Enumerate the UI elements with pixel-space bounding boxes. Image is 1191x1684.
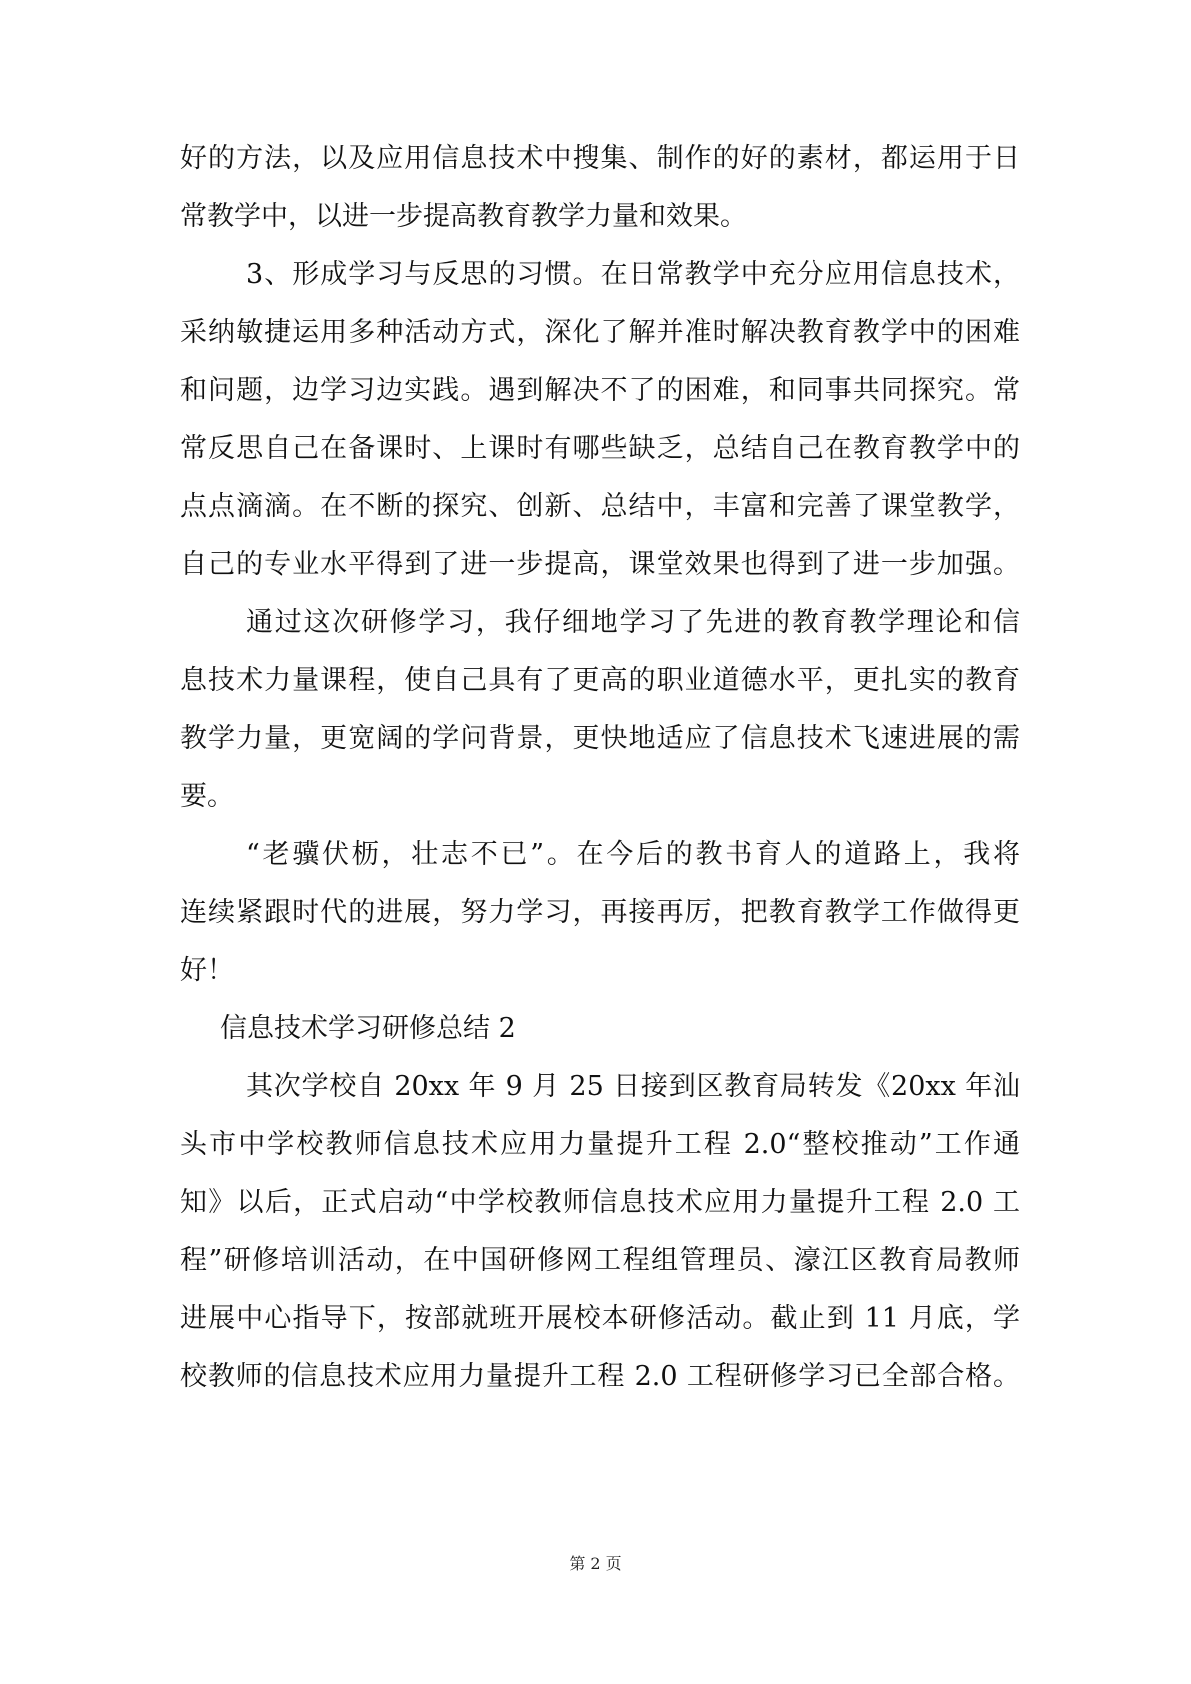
- paragraph-line: 好！: [180, 955, 234, 986]
- paragraph-line: 息技术力量课程，使自己具有了更高的职业道德水平，更扎实的教育: [180, 665, 1020, 696]
- paragraph-line: “老骥伏枥，壮志不已”。在今后的教书育人的道路上，我将: [246, 839, 1020, 870]
- section-heading: 信息技术学习研修总结 2: [220, 1013, 516, 1044]
- paragraph-line: 3、形成学习与反思的习惯。在日常教学中充分应用信息技术，: [246, 259, 1020, 290]
- paragraph-line: 要。: [180, 781, 234, 812]
- paragraph-line: 好的方法，以及应用信息技术中搜集、制作的好的素材，都运用于日: [180, 143, 1020, 174]
- paragraph-line: 知》以后，正式启动“中学校教师信息技术应用力量提升工程 2.0 工: [180, 1187, 1020, 1218]
- paragraph-line: 常反思自己在备课时、上课时有哪些缺乏，总结自己在教育教学中的: [180, 433, 1020, 464]
- paragraph-line: 自己的专业水平得到了进一步提高，课堂效果也得到了进一步加强。: [180, 549, 1020, 580]
- paragraph-line: 和问题，边学习边实践。遇到解决不了的困难，和同事共同探究。常: [180, 375, 1020, 406]
- paragraph-line: 常教学中，以进一步提高教育教学力量和效果。: [180, 201, 747, 232]
- paragraph-line: 其次学校自 20xx 年 9 月 25 日接到区教育局转发《20xx 年汕: [246, 1071, 1020, 1102]
- paragraph-line: 校教师的信息技术应用力量提升工程 2.0 工程研修学习已全部合格。: [180, 1361, 1020, 1392]
- paragraph-line: 采纳敏捷运用多种活动方式，深化了解并准时解决教育教学中的困难: [180, 317, 1020, 348]
- paragraph-line: 程”研修培训活动，在中国研修网工程组管理员、濠江区教育局教师: [180, 1245, 1020, 1276]
- paragraph-line: 头市中学校教师信息技术应用力量提升工程 2.0“整校推动”工作通: [180, 1129, 1020, 1160]
- paragraph-line: 教学力量，更宽阔的学问背景，更快地适应了信息技术飞速进展的需: [180, 723, 1020, 754]
- paragraph-line: 点点滴滴。在不断的探究、创新、总结中，丰富和完善了课堂教学，: [180, 491, 1020, 522]
- paragraph-line: 通过这次研修学习，我仔细地学习了先进的教育教学理论和信: [246, 607, 1020, 638]
- paragraph-line: 连续紧跟时代的进展，努力学习，再接再厉，把教育教学工作做得更: [180, 897, 1020, 928]
- paragraph-line: 进展中心指导下，按部就班开展校本研修活动。截止到 11 月底，学: [180, 1303, 1020, 1334]
- page-number: 第 2 页: [569, 1554, 622, 1573]
